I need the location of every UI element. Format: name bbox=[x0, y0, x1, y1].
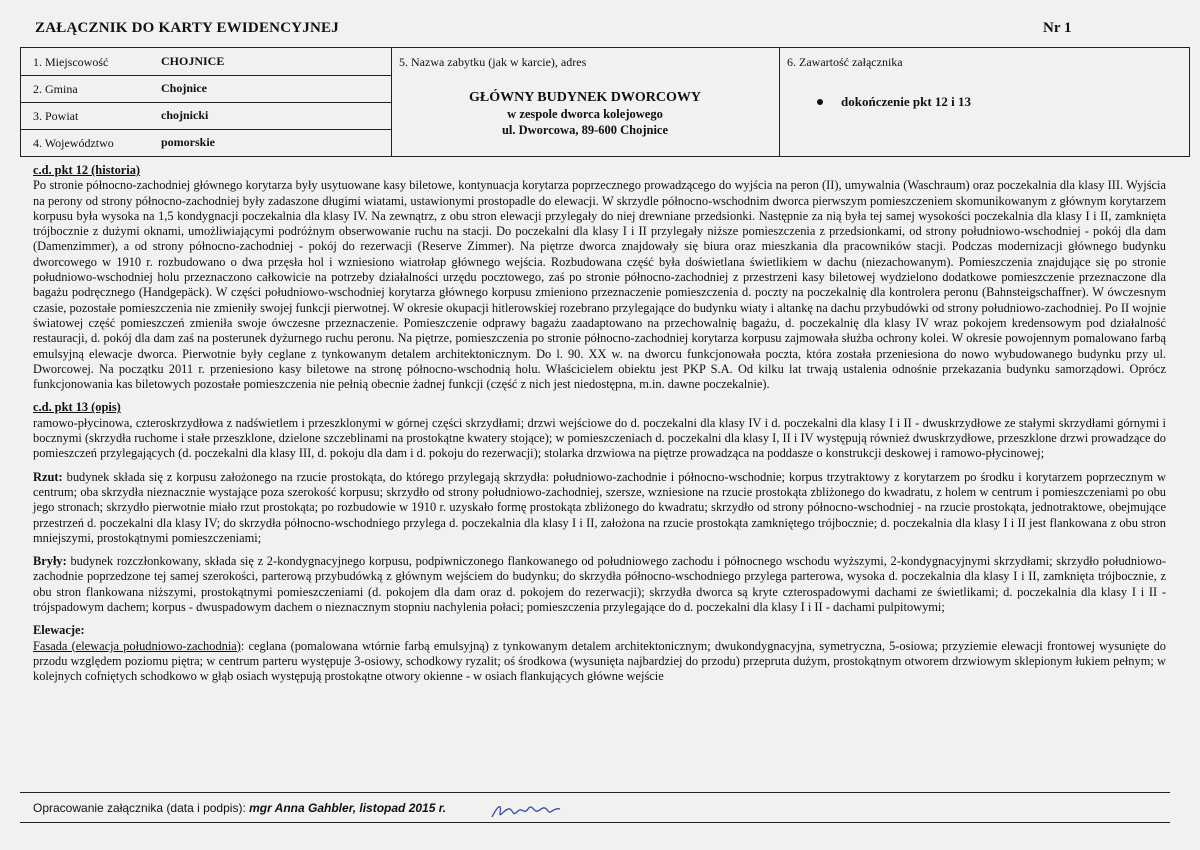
footer-bottom-line bbox=[20, 822, 1170, 823]
rzut-paragraph bbox=[33, 470, 1166, 546]
footer-author: mgr Anna Gahbler, listopad 2015 r. bbox=[249, 801, 447, 815]
field-value: CHOJNICE bbox=[161, 54, 225, 68]
section-13-heading: c.d. pkt 13 (opis) bbox=[33, 400, 121, 415]
monument-column bbox=[391, 48, 780, 156]
field-label: 3. Powiat bbox=[33, 109, 79, 123]
monument-address: ul. Dworcowa, 89-600 Chojnice bbox=[501, 123, 669, 137]
field-label: 2. Gmina bbox=[33, 82, 78, 96]
section-12-text: Po stronie północno-zachodniej głównego korytarza były usytuowane kasy biletowe, kontynuacja korytarza poprzecznego prowadzącego do wyjścia na peron (II), umywalnia (Waschraum) oraz poczekalnia dla klasy III. Wyjścia na perony od strony północno-zachodniej były zadaszone długimi wiatami, ustawionymi prostopadle do elewacji. W skrzydle północno-wschodnim dworca pierwszym pomieszczeniem skomunikowanym z głównym korytarzem korpusu była wysoka na 1,5 kondygnacji poczekalnia dla klasy IV. Na zewnątrz, z obu stron elewacji przylegały do niej drewniane przedsionki. Następnie za nią była tej samej wysokości poczekalnia dla klasy I i II, zamknięta trójbocznie z dużymi oknami, umożliwiającymi podróżnym obserwowanie ruchu na stacji. Do poczekalni dla klasy I i II przylegały niższe pomieszczenia z przedsionkami, od strony południowo-wschodniej - pokój dla dam (Damenzimmer), a od strony północno-zachodniej - pokój do rezerwacji (Reserve Zimmer). Na piętrze dworca znajdowały się biura oraz mieszkania dla pracowników stacji. Podczas modernizacji głównego budynku dworcowego w 1910 r. rozbudowano o dwa przęsła hol i wzniesiono wiatrołap głównego wejścia. Rozbudowana część była doświetlana świetlikiem w dachu (niezachowanym). Pomieszczenia znajdujące się po stronie południowo-wschodniej holu przeznaczono całkowicie na potrzeby działalności urzędu pocztowego, zaś po stronie północno-zachodniej z przestrzeni kasy biletowej wydzielono dodatkowe pomieszczenie przeznaczone dla bagażu podręcznego (Handgepäck). W części południowo-wschodniej korytarza głównego korpusu zmieniono przeznaczenie pomieszczenia d. poczty na poczekalnię dla kontrolera peronu (Bahnsteigschaffner). W ówczesnym czasie, pozostałe pomieszczenia nie zmieniły swojej funkcji pierwotnej. W okresie okupacji hitlerowskiej rozebrano przylegające do budynku wiaty i altankę na dachu przybudówki od strony południowo-zachodniej. Po II wojnie światowej część pomieszczeń zmieniła swoje ówczesne przeznaczenie. Pomieszczenie odprawy bagażu zaadaptowano na przechowalnię bagażu, d. poczekalnię dla klasy IV wraz pokojem kredensowym pod działalność restauracji, d. pokój dla dam zaś na posterunek dyżurnego ruchu peronu. Na piętrze, pomieszczenia po stronie północno-zachodniej korytarza korpusu zajmowała służba ochrony kolei. W okresie powojennym pomalowano farbą emulsyjną elewacje dworca. Pierwotnie były ceglane z tynkowanym detalem architektonicznym. Do l. 90. XX w. na dworcu funkcjonowała poczta, która została przeniesiona do nowo wybudowanego budynku przy ul. Dworcowej. Na początku 2011 r. przeniesiono kasy biletowe na stronę północno-wschodnią holu. Właścicielem obiektu jest PKP S.A. Od kilku lat trwają ustalenia odnośnie przekazania budynku samorządowi. Oprócz funkcjonowania kas biletowych pozostałe pomieszczenia nie pełnią obecnie żadnej funkcji (część z nich jest niedostępna, m.in. dawne poczekalnie). bbox=[33, 178, 1166, 392]
field-row-commune bbox=[21, 75, 391, 103]
bullet-icon bbox=[817, 99, 823, 105]
signature-icon bbox=[488, 799, 568, 823]
monument-name: GŁÓWNY BUDYNEK DWORCOWY bbox=[468, 90, 702, 105]
field-label: 1. Miejscowość bbox=[33, 55, 109, 69]
fasada-label: Fasada (elewacja południowo-zachodnia) bbox=[33, 638, 241, 653]
field-value: pomorskie bbox=[161, 135, 215, 149]
footer-label: Opracowanie załącznika (data i podpis): bbox=[33, 801, 246, 815]
contents-item bbox=[817, 94, 971, 110]
field-value: Chojnice bbox=[161, 81, 207, 95]
footer-divider bbox=[20, 792, 1170, 793]
field-row-town bbox=[21, 48, 391, 76]
field-value: chojnicki bbox=[161, 108, 209, 122]
bryly-paragraph bbox=[33, 554, 1166, 615]
rzut-label: Rzut: bbox=[33, 469, 63, 484]
elewacje-label: Elewacje: bbox=[33, 623, 85, 638]
rzut-text: budynek składa się z korpusu założonego na rzucie prostokąta, do którego przylegają skrzydła: południowo-zachodnie i północno-wschodnie; korpus trzytraktowy z korytarzem po środku i korytarzem poprzecznym w centrum; oba skrzydła nieznacznie wystające poza szerokość korpusu; skrzydło od strony południowo-zachodniej, szersze, wzniesione na rzucie prostokąta zbliżonego do kwadratu, z holem w centrum i pomieszczeniami po obu jego stronach; skrzydło pierwotnie miało rzut prostokąta; po rozbudowie w 1910 r. uzyskało formę prostokąta zbliżonego do kwadratu; skrzydło od strony północno-wschodniej - na rzucie prostokąta, jednotraktowe, obejmujące przestrzeń d. poczekalni dla klasy IV; do skrzydła północno-wschodniego przylega d. poczekalnia dla klasy I i II, założona na rzucie prostokąta zamkniętego trójbocznie; d. poczekalnia dla klasy I i II jest flankowana z obu stron mniejszymi, prostokątnymi pomieszczeniami; bbox=[33, 469, 1166, 545]
location-column bbox=[21, 48, 392, 156]
monument-name-block bbox=[391, 90, 779, 138]
fasada-text: : ceglana (pomalowana wtórnie farbą emulsyjną) z tynkowanym detalem architektonicznym; dwukondygnacyjna, symetryczna, 5-osiowa; przyziemie elewacji frontowej wysunięte do przodu względem poziomu piętra; w centrum parteru występuje 3-osiowy, schodkowy ryzalit; oś środkowa (wysunięta najbardziej do przodu) przeprutа dużym, prostokątnym otworem drzwiowym sklepionym łukiem pełnym; w kolejnych cofniętych schodkowo w głąb osiach występują prostokątne otwory okienne - w osiach flankujących główne wejście bbox=[33, 638, 1166, 684]
field-row-county bbox=[21, 102, 391, 130]
section-12-heading: c.d. pkt 12 (historia) bbox=[33, 163, 141, 177]
bryly-label: Bryły: bbox=[33, 554, 67, 569]
field-label: 4. Województwo bbox=[33, 136, 114, 150]
attachment-number: Nr 1 bbox=[1043, 20, 1072, 36]
field-row-voivodeship bbox=[21, 129, 391, 156]
document-body bbox=[33, 163, 1166, 685]
bryly-text: budynek rozczłonkowany, składa się z 2-kondygnacyjnego korpusu, podpiwniczonego flankowanego od południowego zachodu i północnego wschodu wyższymi, 2-kondygnacyjnymi skrzydłami; skrzydło południowo-zachodnie poprzedzone tej samej szerokości, parterową przybudówką z głównym wejściem do budynku; do skrzydła północno-wschodniego przylega parterowa, wysoka d. poczekalnia dla klasy I i II, zamknięta trójbocznie, z obu stron flankowana niższymi, prostokątnymi pomieszczeniami (d. pokojem dla dam oraz d. pokojem do rezerwacji); skrzydła dworca są kryte czterospadowymi dachami ze świetlikami; d. poczekalnia dla klasy I i II - trójspadowym dachem; korpus - dwuspadowym dachem o nieznacznym stopniu nachylenia połaci; pomieszczenia przylegające do d. poczekalni dla klasy I i II - dachami pulpitowymi; bbox=[33, 554, 1166, 615]
contents-label: 6. Zawartość załącznika bbox=[787, 55, 903, 69]
contents-column bbox=[779, 48, 1189, 156]
monument-sub: w zespole dworca kolejowego bbox=[507, 107, 663, 121]
monument-label: 5. Nazwa zabytku (jak w karcie), adres bbox=[399, 55, 587, 69]
page-title: ZAŁĄCZNIK DO KARTY EWIDENCYJNEJ bbox=[35, 20, 339, 36]
footer bbox=[33, 801, 446, 815]
header-table bbox=[20, 47, 1190, 157]
contents-item-text: dokończenie pkt 12 i 13 bbox=[841, 94, 972, 109]
section-13-text: ramowo-płycinowa, czteroskrzydłowa z nadświetlem i przeszklonymi w górnej części skrzydłami; drzwi wejściowe do d. poczekalni dla klasy IV i d. poczekalni dla klasy I i II - dwuskrzydłowe ze stałymi skrzydłami górnymi i bocznymi (skrzydła ruchome i stałe przeszklone, dzielone szczeblinami na prostokątne kwatery stojące); w pomieszczeniach d. poczekalni dla klasy I, II i IV występują również dwuskrzydłowe, przeszklone drzwi prowadzące do pomieszczeń przylegających (d. poczekalni dla klasy III, d. pokoju dla dam i d. pokoju do rezerwacji); stolarka drzwiowa na piętrze prowadząca na poddasze o konstrukcji deskowej i ramowo-płycinowej; bbox=[33, 415, 1166, 461]
fasada-paragraph bbox=[33, 639, 1166, 685]
